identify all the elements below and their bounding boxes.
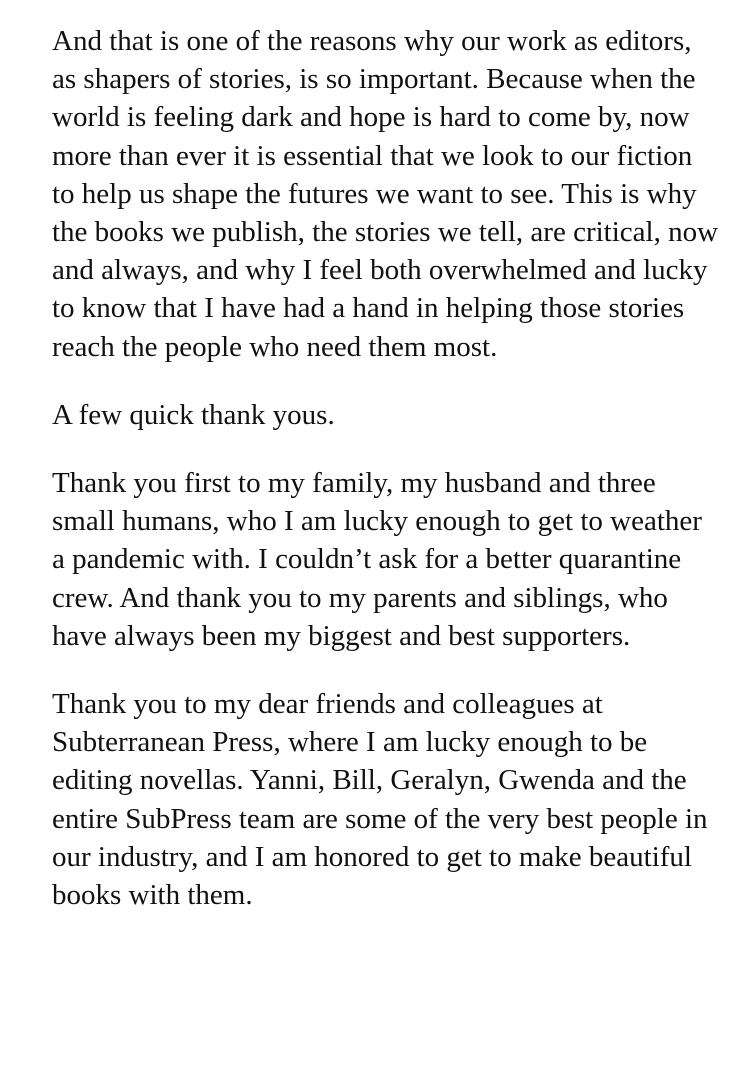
- paragraph-editors-importance: And that is one of the reasons why our work as editors, as shapers of stories, is so important. Because when the world is feeling dark and hope is hard to come by, now more than ever it is essential that we look to our fiction to help us shape the futures we want to see. This is why the books we publish, the stories we tell, are critical, now and always, and why I feel both overwhelmed and lucky to know that I have had a hand in helping those stories reach the people who need them most.: [52, 25, 719, 363]
- paragraph-thanks-subpress: Thank you to my dear friends and colleagues at Subterranean Press, where I am lucky enough to be editing novellas. Yanni, Bill, Geralyn, Gwenda and the entire SubPress team are some of the very best people in our industry, and I am honored to get to make beautiful books with them.: [52, 688, 708, 912]
- paragraph-thanks-family: Thank you first to my family, my husband and three small humans, who I am lucky enough to get to weather a pandemic with. I couldn’t ask for a better quarantine crew. And thank you to my parents and siblings, who have always been my biggest and best supporters.: [52, 467, 702, 652]
- paragraph-thank-yous-intro: A few quick thank yous.: [52, 398, 335, 431]
